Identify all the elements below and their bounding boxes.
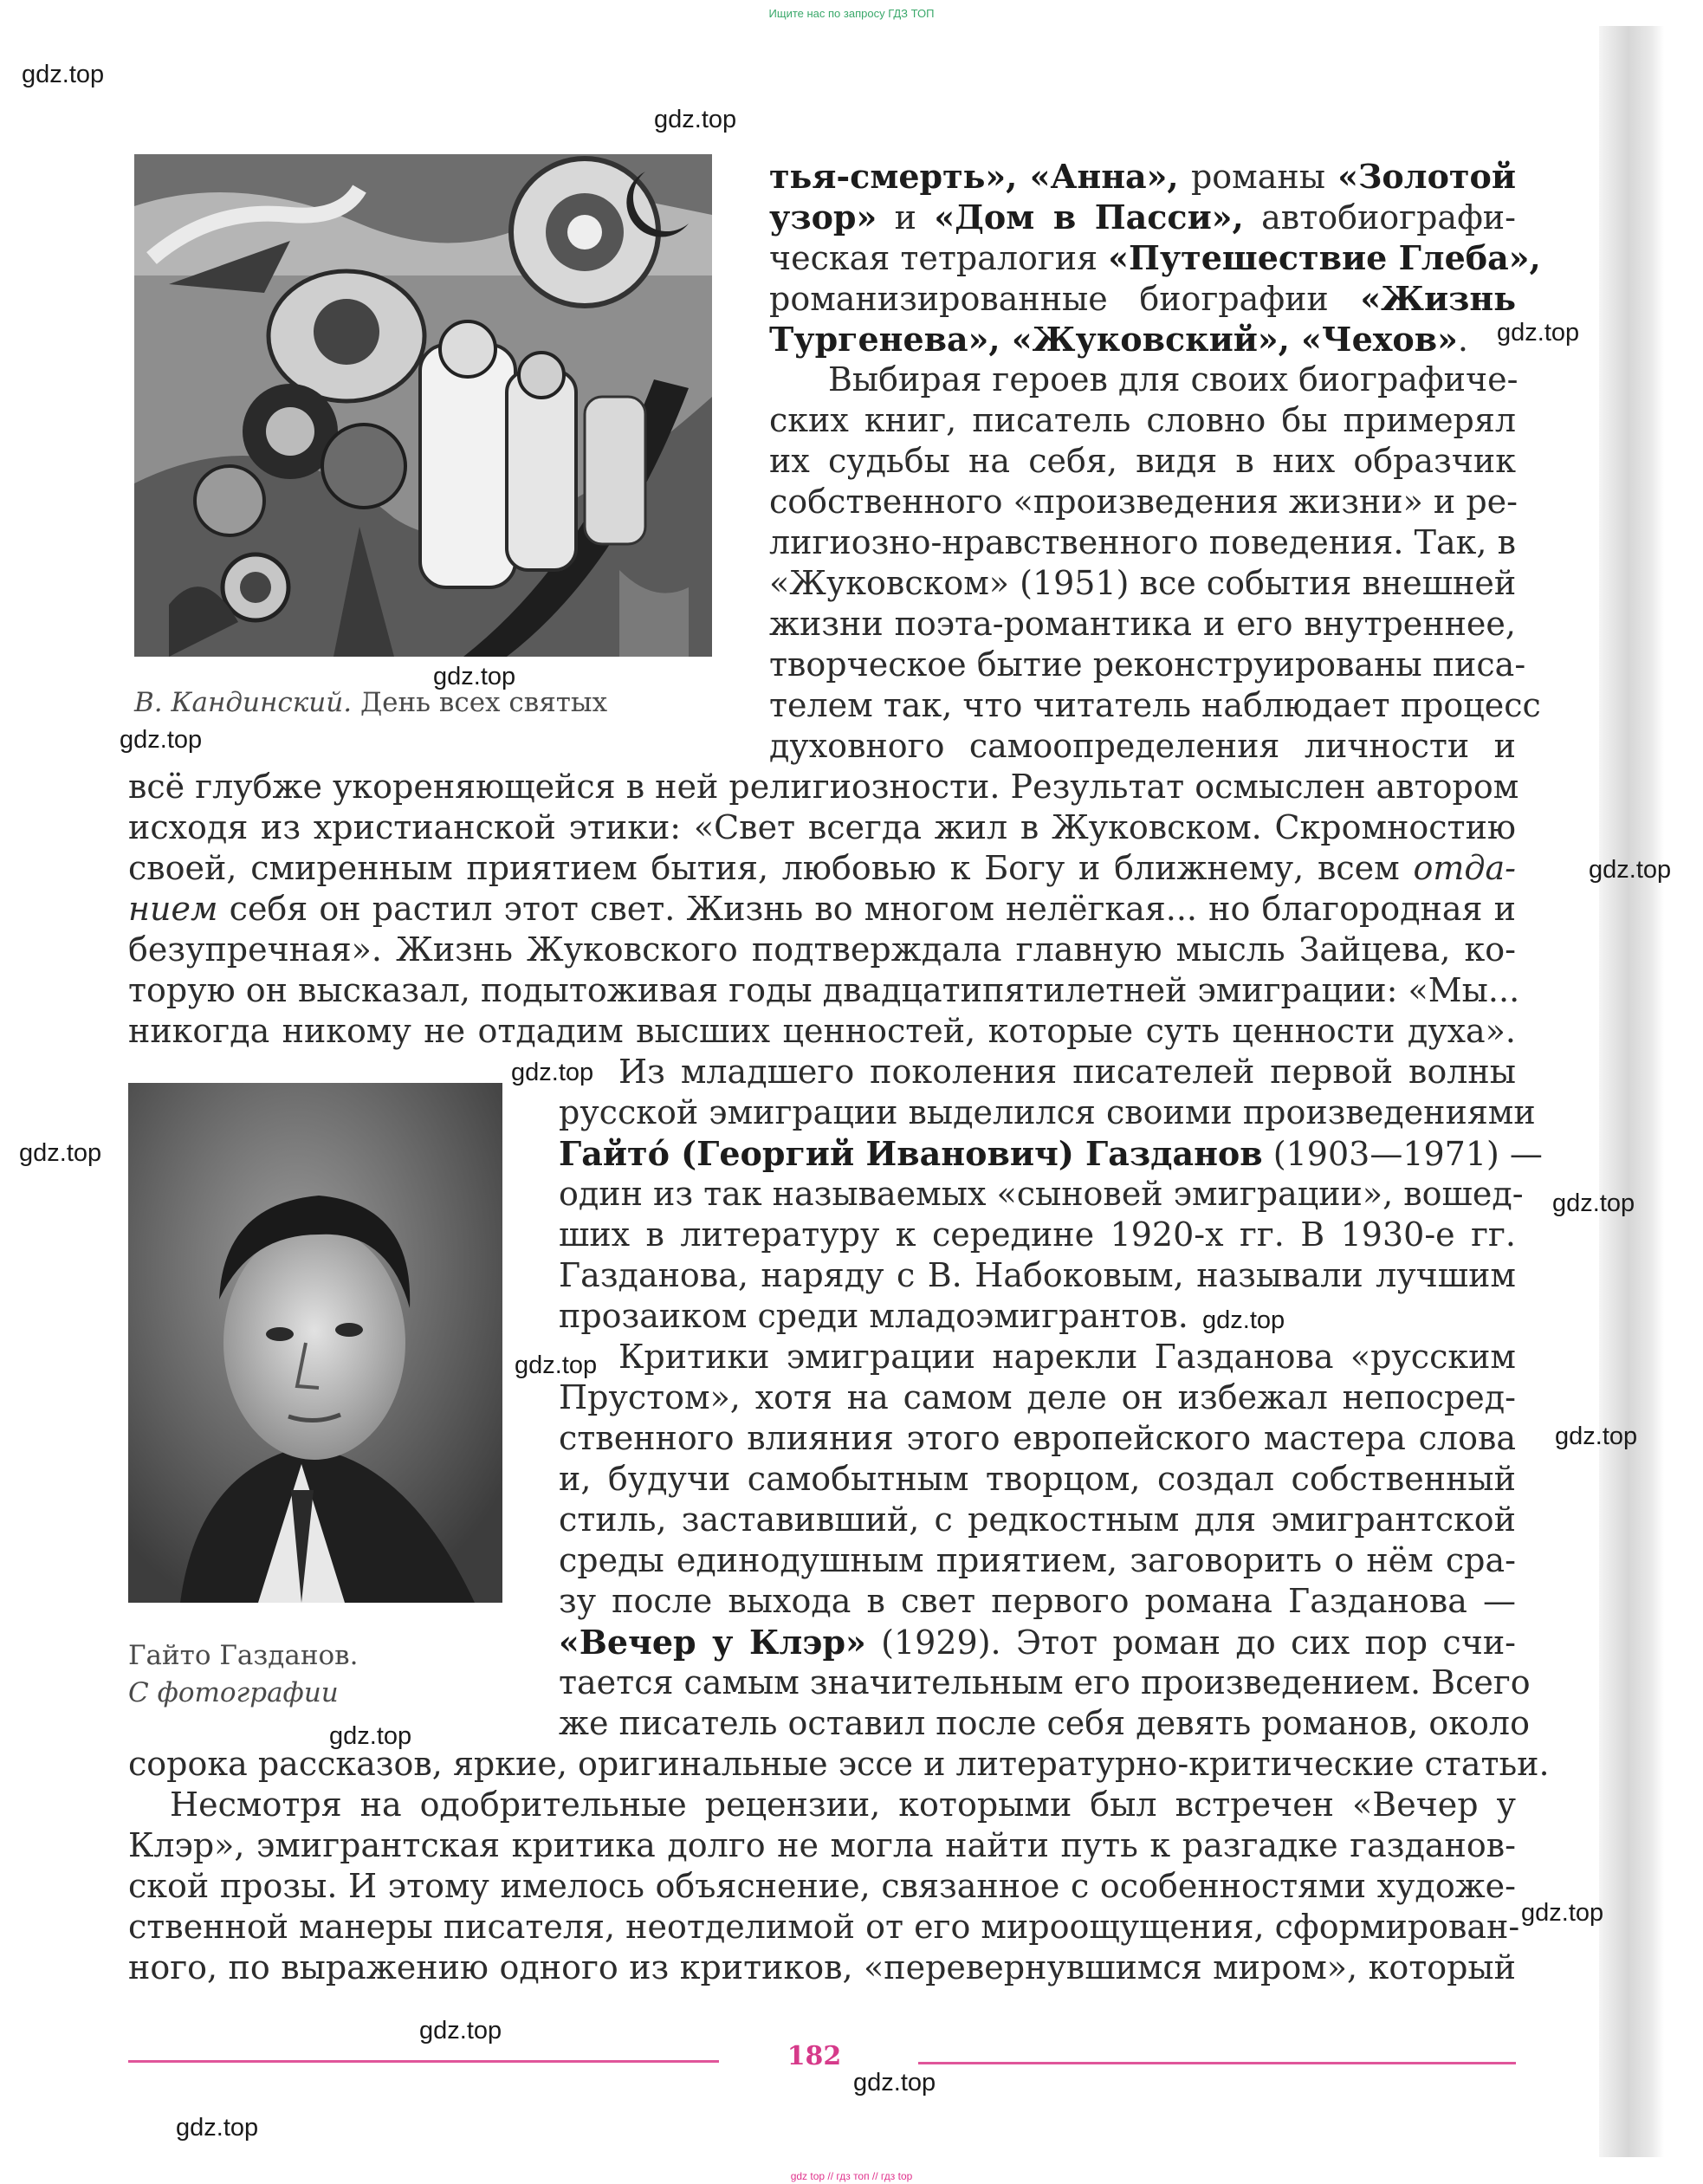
text-line: торую он высказал, подытоживая годы двадцатипятилетней эмиграции: «Мы... xyxy=(128,971,1520,1009)
text-line: Несмотря на одобрительные рецензии, которыми был встречен «Вечер у xyxy=(170,1785,1516,1824)
text-line: лигиозно-нравственного поведения. Так, в xyxy=(769,523,1516,561)
watermark: gdz.top xyxy=(1497,319,1580,347)
text-line: тается самым значительным его произведением. Всего xyxy=(559,1663,1531,1701)
watermark: gdz.top xyxy=(120,726,203,754)
portrait-caption xyxy=(128,1637,358,1712)
text-line: ских книг, писатель словно бы примерял xyxy=(769,401,1516,439)
painting-caption-title: День всех святых xyxy=(359,687,608,718)
text-line: всё глубже укореняющейся в ней религиозности. Результат осмыслен автором xyxy=(128,768,1519,806)
text-line: русской эмиграции выделился своими произведениями xyxy=(559,1093,1536,1131)
painting-caption-author: В. Кандинский. xyxy=(134,687,353,718)
text-line: Прустом», хотя на самом деле он избежал непосред- xyxy=(559,1378,1516,1416)
text-line: ственной манеры писателя, неотделимой от его мироощущения, сформирован- xyxy=(128,1908,1520,1946)
portrait-caption-line1: Гайто Газданов. xyxy=(128,1640,359,1671)
top-banner[interactable]: Ищите нас по запросу ГДЗ ТОП xyxy=(768,7,935,20)
text-line: и, будучи самобытным творцом, создал собственный xyxy=(559,1460,1516,1498)
watermark: gdz.top xyxy=(654,106,737,133)
watermark: gdz.top xyxy=(19,1139,102,1167)
watermark: gdz.top xyxy=(1521,1899,1604,1927)
watermark: gdz.top xyxy=(419,2017,502,2045)
footer-rule-left xyxy=(128,2060,719,2063)
bottom-banner[interactable]: gdz top // гдз топ // гдз top xyxy=(790,2170,913,2182)
text-line: зу после выхода в свет первого романа Газданова — xyxy=(559,1582,1516,1620)
text-line: Клэр», эмигрантская критика долго не могла найти путь к разгадке газданов- xyxy=(128,1826,1516,1864)
text-line: никогда никому не отдадим высших ценностей, которые суть ценности духа». xyxy=(128,1012,1516,1050)
painting-caption xyxy=(134,684,607,722)
text-line: ного, по выражению одного из критиков, «перевернувшимся миром», который xyxy=(128,1948,1516,1986)
text-line: «Жуковском» (1951) все события внешней xyxy=(769,564,1517,602)
watermark: gdz.top xyxy=(433,663,516,690)
text-line: сорока рассказов, яркие, оригинальные эссе и литературно-критические статьи. xyxy=(128,1745,1550,1783)
text-line: «Вечер у Клэр» (1929). Этот роман до сих пор счи- xyxy=(559,1623,1516,1662)
text-line: исходя из христианской этики: «Свет всегда жил в Жуковском. Скромностию xyxy=(128,808,1516,846)
watermark: gdz.top xyxy=(853,2069,936,2097)
gazdanov-portrait xyxy=(128,1083,502,1603)
painting-illustration xyxy=(134,154,712,657)
footer-rule-right xyxy=(918,2062,1516,2064)
text-line: собственного «произведения жизни» и ре- xyxy=(769,483,1518,521)
watermark: gdz.top xyxy=(1589,856,1672,884)
text-line: нием себя он растил этот свет. Жизнь во многом нелёгкая... но благородная и xyxy=(128,890,1516,928)
text-line: ственного влияния этого европейского мастера слова xyxy=(559,1419,1516,1457)
portrait-photo xyxy=(128,1083,502,1603)
text-line: жизни поэта-романтика и его внутреннее, xyxy=(769,605,1516,643)
text-line: безупречная». Жизнь Жуковского подтверждала главную мысль Зайцева, ко- xyxy=(128,930,1516,969)
portrait-caption-line2: С фотографии xyxy=(128,1677,339,1708)
watermark: gdz.top xyxy=(515,1351,598,1379)
page-number: 182 xyxy=(787,2041,842,2071)
text-line: Гайто́ (Георгий Иванович) Газданов (1903—1971) — xyxy=(559,1134,1543,1173)
text-line: один из так называемых «сыновей эмиграции», вошед- xyxy=(559,1175,1524,1213)
text-line: же писатель оставил после себя девять романов, около xyxy=(559,1704,1530,1742)
text-line: Выбирая героев для своих биографиче- xyxy=(828,360,1518,399)
text-line: Критики эмиграции нарекли Газданова «русским xyxy=(618,1338,1516,1376)
text-line: своей, смиренным приятием бытия, любовью к Богу и ближнему, всем отда- xyxy=(128,849,1516,887)
watermark: gdz.top xyxy=(511,1059,594,1086)
text-line: тья-смерть», «Анна», романы «Золотой xyxy=(769,157,1516,196)
text-line: стиль, заставивший, с редкостным для эмигрантской xyxy=(559,1500,1516,1539)
watermark: gdz.top xyxy=(1552,1189,1635,1217)
text-line: ческая тетралогия «Путешествие Глеба», xyxy=(769,238,1541,277)
text-line: романизированные биографии «Жизнь xyxy=(769,279,1516,318)
text-line: Из младшего поколения писателей первой волны xyxy=(618,1053,1516,1091)
text-line: ших в литературу к середине 1920-х гг. В 1930-е гг. xyxy=(559,1215,1516,1254)
text-line: ской прозы. И этому имелось объяснение, связанное с особенностями художе- xyxy=(128,1867,1516,1905)
text-line: прозаиком среди младоэмигрантов. xyxy=(559,1297,1188,1335)
text-line: Газданова, наряду с В. Набоковым, называли лучшим xyxy=(559,1256,1516,1294)
kandinsky-painting xyxy=(134,154,712,657)
watermark: gdz.top xyxy=(1202,1306,1285,1334)
text-line: узор» и «Дом в Пасси», автобиографи- xyxy=(769,198,1516,237)
text-line: среды единодушным приятием, заговорить о нём сра- xyxy=(559,1541,1516,1579)
watermark: gdz.top xyxy=(176,2114,259,2142)
text-line: телем так, что читатель наблюдает процесс xyxy=(769,686,1541,724)
text-line: их судьбы на себя, видя в них образчик xyxy=(769,442,1516,480)
text-line: Тургенева», «Жуковский», «Чехов». xyxy=(769,320,1469,359)
watermark: gdz.top xyxy=(329,1722,412,1750)
watermark: gdz.top xyxy=(1555,1423,1638,1450)
watermark: gdz.top xyxy=(22,61,105,88)
text-line: творческое бытие реконструированы писа- xyxy=(769,645,1526,684)
page-edge-shadow xyxy=(1599,26,1664,2157)
text-line: духовного самоопределения личности и xyxy=(769,727,1516,765)
